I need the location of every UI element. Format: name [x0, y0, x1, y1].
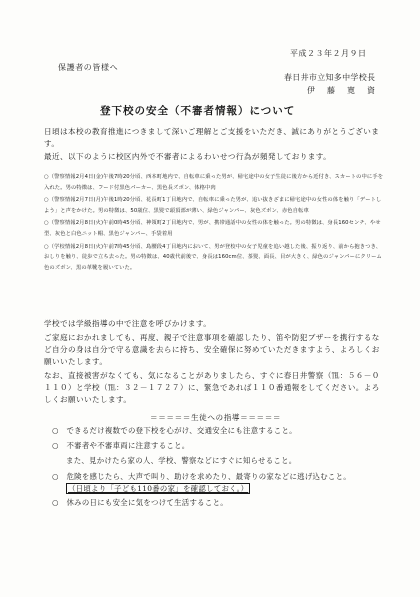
- school-name: 春日井市立知多中学校長: [284, 73, 376, 82]
- recipient-line: 保護者の皆様へ: [58, 63, 119, 72]
- guidance-item: ○ 不審者や不審車両に注意すること。: [52, 441, 190, 450]
- incident-item: ○（学校情報2月8日(火)午前7時45分頃、島腰段4丁目地内において、男が登校中の女子児童を追い越した後、振り返り、前から抱きつき、おしりを触り、徒歩で立ち去った。男の特徴は、40歳代前後で、身長は160cm位、茶髪、面長、目が大きく、緑色のジャンパーにクリーム色のズボン、黒の革靴を履いていた。: [44, 243, 382, 271]
- incident-item: ○（警察情報2月4日(金)午後7時20分頃、西本町地内で、自転車に乗った男が、帰宅途中の女子生徒に後方から近付き、スカートの中に手を入れた。男の特徴は、フード付黒色パーカー、黒色長ズボン、体格中肉: [44, 174, 384, 191]
- guidance-item: ○ 休みの日にも安全に気をつけて生活すること。: [52, 498, 228, 507]
- highlighted-note: （日頃より「子ども110番の家」を確認しておく。）: [68, 484, 249, 493]
- principal-name: 伊 藤 寛 資: [307, 86, 377, 95]
- incident-list: [44, 172, 386, 275]
- document-date: 平成２３年２月９日: [290, 49, 367, 58]
- intro-paragraph-2: 最近、以下のように校区内外で不審者によるわいせつ行為が頻発しております。: [44, 152, 332, 161]
- incident-item: ○（警察情報2月7日(月)午後1時20分頃、花長町1丁目地内で、自転車に乗った男が、追い抜きざまに帰宅途中の女性の体を触り「デートしよう」と声をかけた。男の特徴は、50歳位、黒髪で頭頂部が薄い、緑色ジャンパー、灰色ズボン、赤色自転車: [44, 197, 382, 214]
- guidance-item-sub: また、見かけたら家の人、学校、警察などにすぐに知らせること。: [66, 456, 297, 465]
- body-paragraph-2: ご家庭におかれましても、再度、親子で注意事項を確認したり、笛や防犯ブザーを携行するなど自分の身は自分で守る意識を去らに持ち、安全確保に努めていただきますよう、よろしくお願いいたします。: [44, 333, 380, 366]
- body-paragraph-1: 学校では学級指導の中で注意を呼びかけます。: [44, 319, 212, 328]
- intro-paragraph-1: 日頃は本校の教育推進につきまして深いご理解とご支援をいただき、誠にありがとうございます。: [44, 127, 380, 148]
- document-title: 登下校の安全（不審者情報）について: [100, 105, 296, 117]
- incident-item: ○（警察情報2月8日(火)午前0時45分頃、神領町2丁目地内で、男が、携帯通話中の女性の体を触った。男の特徴は、身長160センチ、やせ型、灰色と白色ニット帽、黒色ジャンパー、手袋着用: [44, 220, 381, 237]
- body-paragraph-3: なお、直接被害がなくても、気になることがありましたら、すぐに春日井警察（℡：５６－０１１０）と学校（℡：３２－１７２７）に、緊急であれば１１０番通報をしてください。よろしくお願いいたします。: [44, 371, 380, 404]
- guidance-item: ○ できるだけ複数での登下校を心がけ、交通安全にも注意すること。: [52, 426, 297, 435]
- guidance-item-text: ○ 危険を感じたら、大声で叫り、助けを求めたり、最寄りの家などに逃げ込むこと。: [52, 472, 351, 481]
- guidance-heading: ＝＝＝＝＝生徒への指導＝＝＝＝＝: [150, 413, 282, 422]
- guidance-item: [52, 471, 382, 495]
